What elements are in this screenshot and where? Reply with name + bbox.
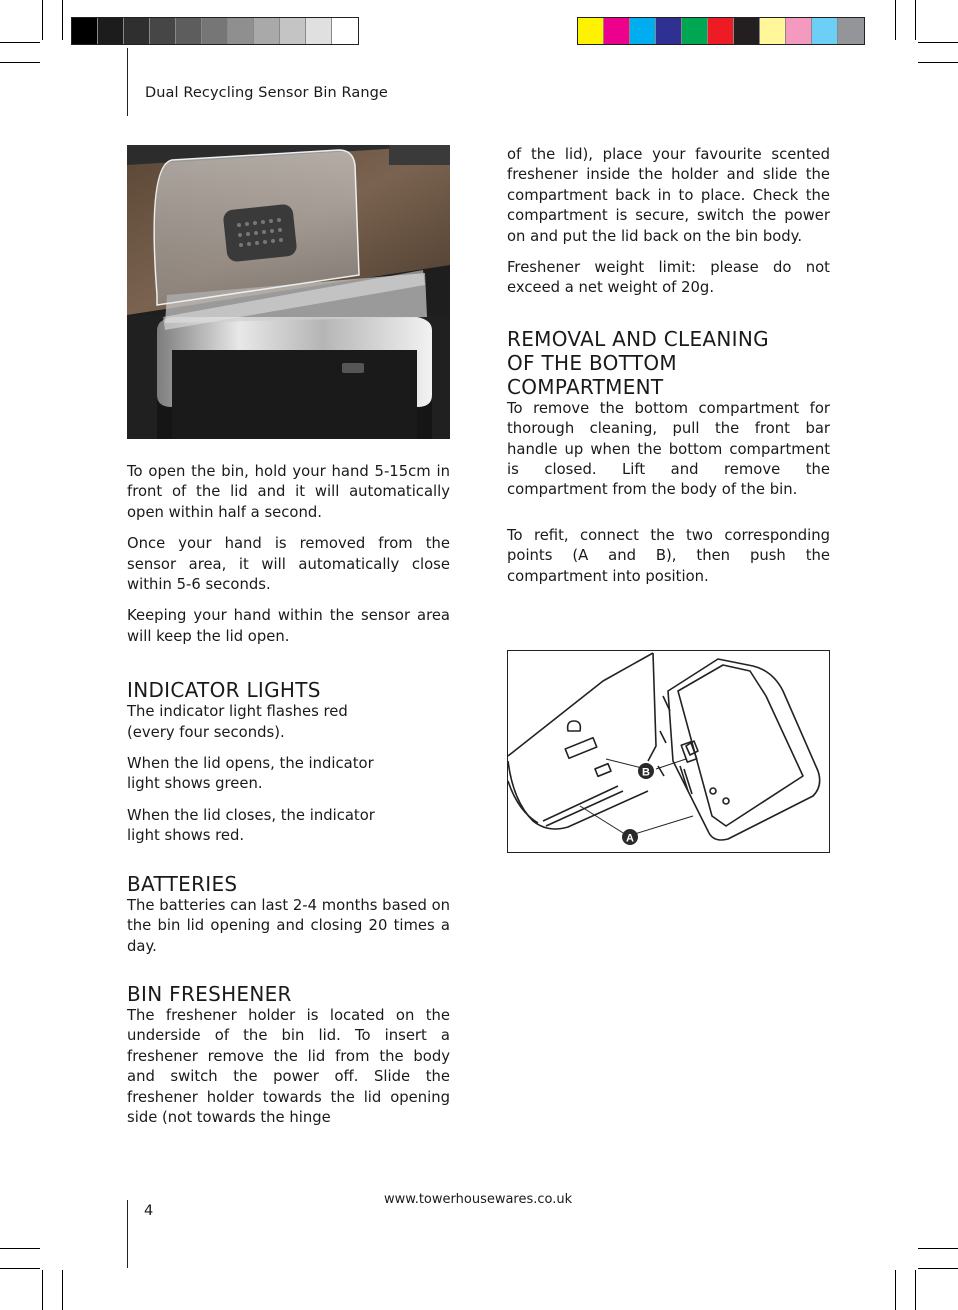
- crop-mark: [895, 1270, 896, 1310]
- freshener-continued-text: of the lid), place your favourite scented freshener inside the holder and slide the compartment back in to place. Check the compartment is secure, switch the power on and put the lid back on the bin body.: [507, 146, 830, 245]
- color-swatch: [124, 18, 150, 44]
- left-column: [127, 462, 450, 1139]
- removal-text: To remove the bottom compartment for thorough cleaning, pull the front bar handle up when the bottom compartment is closed. Lift and remove the compartment from the body of the bin.: [507, 399, 830, 499]
- color-swatch: [708, 18, 734, 44]
- crop-mark: [62, 1270, 63, 1310]
- color-swatch: [72, 18, 98, 44]
- crop-mark: [918, 1248, 958, 1249]
- removal-heading-line-2: OF THE BOTTOM: [507, 350, 677, 375]
- batteries-heading: BATTERIES: [127, 871, 238, 896]
- crop-mark: [0, 62, 40, 63]
- indicator-red-line-2: (every four seconds).: [127, 723, 285, 741]
- color-swatch: [306, 18, 332, 44]
- bin-freshener-text: The freshener holder is located on the underside of the bin lid. To insert a freshener remove the lid from the body and switch the power off. Slide the freshener holder towards the lid opening side (not towards the hinge: [127, 1006, 450, 1126]
- footer-url[interactable]: www.towerhousewares.co.uk: [384, 1192, 573, 1207]
- crop-mark: [918, 1268, 958, 1269]
- close-instructions: Once your hand is removed from the sensor area, it will automatically close within 5-6 seconds.: [127, 535, 450, 594]
- footer-rule: [127, 1200, 128, 1268]
- indicator-close-line-2: light shows red.: [127, 827, 245, 845]
- color-swatch: [150, 18, 176, 44]
- page-number: 4: [144, 1203, 154, 1219]
- crop-mark: [915, 0, 916, 40]
- point-a-label: A: [626, 832, 634, 845]
- bin-photo-icon: [127, 145, 450, 439]
- crop-mark: [42, 0, 43, 40]
- bin-photo: [127, 145, 450, 439]
- crop-mark: [42, 1270, 43, 1310]
- bin-freshener-heading: BIN FRESHENER: [127, 981, 292, 1006]
- color-swatch: [604, 18, 630, 44]
- removal-heading-line-1: REMOVAL AND CLEANING: [507, 326, 769, 351]
- color-swatch: [98, 18, 124, 44]
- color-swatch: [176, 18, 202, 44]
- color-swatch: [280, 18, 306, 44]
- indicator-green-line-1: When the lid opens, the indicator: [127, 755, 374, 773]
- color-swatch: [734, 18, 760, 44]
- color-swatch: [656, 18, 682, 44]
- color-swatch: [838, 18, 864, 44]
- color-swatch: [332, 18, 358, 44]
- color-swatch: [254, 18, 280, 44]
- indicator-lights-heading: INDICATOR LIGHTS: [127, 678, 321, 703]
- color-swatch: [202, 18, 228, 44]
- refit-text: To refit, connect the two corresponding points (A and B), then push the compartment into position.: [507, 526, 830, 585]
- crop-mark: [918, 62, 958, 63]
- removal-heading: [507, 327, 830, 399]
- keep-open-instructions: Keeping your hand within the sensor area will keep the lid open.: [127, 607, 450, 645]
- crop-mark: [895, 0, 896, 40]
- grayscale-color-bar: [71, 17, 359, 45]
- color-swatch: [228, 18, 254, 44]
- process-color-bar: [577, 17, 865, 45]
- compartment-diagram: [507, 650, 830, 853]
- indicator-close-text: [127, 806, 450, 847]
- freshener-limit-text: Freshener weight limit: please do not exceed a net weight of 20g.: [507, 259, 830, 297]
- crop-mark: [915, 1270, 916, 1310]
- crop-mark: [62, 0, 63, 40]
- indicator-red-text: [127, 702, 450, 743]
- crop-mark: [0, 1248, 40, 1249]
- right-column: [507, 145, 830, 598]
- indicator-green-line-2: light shows green.: [127, 775, 263, 793]
- color-swatch: [682, 18, 708, 44]
- crop-mark: [0, 1268, 40, 1269]
- color-swatch: [812, 18, 838, 44]
- removal-heading-line-3: COMPARTMENT: [507, 374, 664, 399]
- crop-mark: [0, 42, 40, 43]
- color-swatch: [786, 18, 812, 44]
- indicator-close-line-1: When the lid closes, the indicator: [127, 806, 375, 824]
- indicator-red-line-1: The indicator light flashes red: [127, 703, 348, 721]
- color-swatch: [578, 18, 604, 44]
- crop-mark: [918, 42, 958, 43]
- color-swatch: [630, 18, 656, 44]
- color-swatch: [760, 18, 786, 44]
- header-title: Dual Recycling Sensor Bin Range: [145, 85, 388, 101]
- open-instructions: To open the bin, hold your hand 5-15cm in front of the lid and it will automatically open within half a second.: [127, 463, 450, 521]
- indicator-green-text: [127, 754, 450, 795]
- compartment-diagram-icon: [508, 651, 829, 852]
- point-b-label: B: [642, 766, 650, 779]
- batteries-text: The batteries can last 2-4 months based on the bin lid opening and closing 20 times a day.: [127, 896, 450, 955]
- header-rule: [127, 48, 128, 116]
